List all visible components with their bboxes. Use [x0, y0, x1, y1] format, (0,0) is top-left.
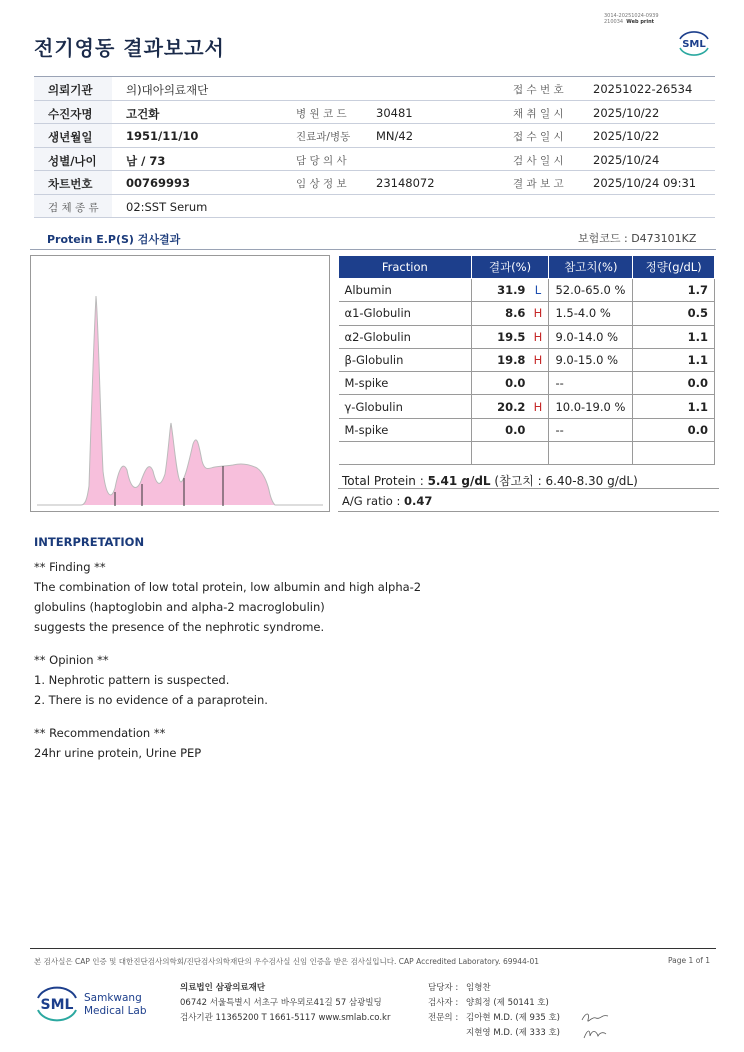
insurance-code: 보험코드 : D473101KZ — [578, 232, 697, 245]
info-value-v1: 00769993 — [126, 176, 191, 190]
total-protein-label: Total Protein : — [342, 474, 428, 488]
paragraph-gap — [34, 710, 454, 723]
info-value-v1: 1951/11/10 — [126, 129, 199, 143]
result-row — [339, 395, 715, 418]
info-value-v2: 30481 — [376, 105, 413, 120]
interpretation-line: ** Finding ** — [34, 560, 106, 574]
results-table — [338, 255, 715, 465]
staff-role: 담당자 : — [428, 983, 459, 993]
sml-logo — [676, 28, 712, 58]
info-label-l2: 담 당 의 사 — [296, 154, 347, 167]
page-number: Page 1 of 1 — [668, 956, 711, 965]
staff-name: 김아현 M.D. (제 935 호) — [466, 1013, 561, 1023]
info-row — [34, 195, 715, 219]
fraction-name: Albumin — [339, 279, 472, 302]
info-value-v3: 2025/10/22 — [593, 129, 660, 143]
info-label-l3: 접 수 일 시 — [513, 131, 564, 143]
info-row — [34, 77, 715, 101]
info-value-v3: 20251022-26534 — [593, 82, 693, 96]
result-row — [339, 279, 715, 302]
fraction-name — [339, 442, 472, 465]
result-value: 31.9 — [497, 283, 526, 298]
quantity-value: 0.0 — [633, 418, 715, 441]
reference-range: -- — [549, 418, 633, 441]
sml-logo-text: SML — [682, 39, 706, 50]
result-value: 0.0 — [505, 376, 526, 391]
result-flag: H — [533, 353, 543, 368]
col-fraction: Fraction — [339, 256, 472, 279]
fraction-name: M-spike — [339, 372, 472, 395]
info-value-v3: 2025/10/24 — [593, 152, 660, 167]
result-cell — [471, 442, 549, 465]
result-value: 20.2 — [497, 399, 526, 414]
info-row — [34, 124, 715, 148]
info-value-v1: 02:SST Serum — [126, 199, 208, 214]
interpretation-line: globulins (haptoglobin and alpha-2 macroglobulin) — [34, 600, 325, 614]
result-value: 8.6 — [505, 306, 526, 321]
col-result: 결과(%) — [471, 256, 549, 279]
result-row — [339, 442, 715, 465]
org-name: 의료법인 삼광의료재단 — [180, 983, 266, 993]
interpretation-line: The combination of low total protein, low albumin and high alpha-2 — [34, 580, 422, 594]
report-code — [604, 13, 684, 25]
result-row — [339, 348, 715, 371]
info-value-v2: MN/42 — [376, 129, 414, 143]
quantity-value: 1.1 — [633, 395, 715, 418]
reference-range — [549, 442, 633, 465]
info-value-v1: 의)대아의료재단 — [126, 83, 209, 97]
info-value-v3: 2025/10/24 09:31 — [593, 176, 697, 190]
result-row — [339, 302, 715, 325]
info-label-l1: 차트번호 — [48, 177, 93, 191]
result-cell — [471, 279, 549, 302]
reference-range: 9.0-14.0 % — [549, 325, 633, 348]
electrophoresis-curve — [37, 296, 323, 505]
quantity-value — [633, 442, 715, 465]
result-flag: L — [534, 283, 542, 298]
fraction-name: α1-Globulin — [339, 302, 472, 325]
fraction-name: M-spike — [339, 418, 472, 441]
staff-row — [428, 1026, 560, 1041]
report-code-line2: 210034 — [604, 19, 624, 25]
result-flag: H — [533, 329, 543, 344]
doctor-signatures — [578, 1008, 618, 1042]
samkwang-logo — [36, 983, 156, 1023]
quantity-value: 1.1 — [633, 325, 715, 348]
info-row — [34, 101, 715, 125]
staff-row — [428, 996, 560, 1011]
fraction-name: γ-Globulin — [339, 395, 472, 418]
electrophoresis-chart — [30, 255, 330, 512]
info-row — [34, 171, 715, 195]
info-label-l1: 생년월일 — [48, 130, 93, 144]
interpretation-line: suggests the presence of the nephrotic syndrome. — [34, 620, 325, 634]
accreditation-note: 본 검사실은 CAP 인증 및 대한진단검사의학회/진단검사의학재단의 우수검사실 신임 인증을 받은 검사실입니다. CAP Accredited Laboratory. 69944-01 — [34, 957, 540, 966]
info-value-v3: 2025/10/22 — [593, 105, 660, 120]
web-print-label: Web print — [626, 19, 655, 25]
reference-range: 1.5-4.0 % — [549, 302, 633, 325]
result-cell — [471, 302, 549, 325]
quantity-value: 1.7 — [633, 279, 715, 302]
interpretation-title: INTERPRETATION — [34, 535, 145, 549]
result-flag: H — [533, 399, 543, 414]
footer-divider — [30, 948, 716, 949]
result-row — [339, 418, 715, 441]
result-value: 19.5 — [497, 329, 526, 344]
org-contact: 검사기관 11365200 T 1661-5117 www.smlab.co.kr — [180, 1013, 391, 1023]
info-value-v2: 23148072 — [376, 176, 435, 190]
staff-row — [428, 1011, 560, 1026]
staff-row — [428, 981, 560, 996]
staff-role: 검사자 : — [428, 998, 459, 1008]
fraction-name: β-Globulin — [339, 348, 472, 371]
info-label-l3: 검 사 일 시 — [513, 154, 564, 167]
result-row — [339, 325, 715, 348]
reference-range: -- — [549, 372, 633, 395]
organization-info — [180, 981, 390, 1026]
document-title: 전기영동 결과보고서 — [34, 36, 225, 60]
result-cell — [471, 395, 549, 418]
info-label-l2: 병 원 코 드 — [296, 107, 347, 120]
report-code-line1: 3014-20251024-0939 — [604, 13, 659, 19]
samkwang-logo-mark: SML — [40, 997, 74, 1013]
interpretation-line: 1. Nephrotic pattern is suspected. — [34, 673, 230, 687]
result-value: 0.0 — [505, 422, 526, 437]
total-protein — [338, 472, 719, 489]
quantity-value: 1.1 — [633, 348, 715, 371]
interpretation-line: 2. There is no evidence of a paraprotein. — [34, 693, 268, 707]
quantity-value: 0.0 — [633, 372, 715, 395]
interpretation-line: 24hr urine protein, Urine PEP — [34, 746, 202, 760]
col-reference: 참고치(%) — [549, 256, 633, 279]
info-label-l1: 수진자명 — [48, 106, 93, 121]
info-label-l2: 임 상 정 보 — [296, 178, 347, 190]
col-quantity: 정량(g/dL) — [633, 256, 715, 279]
reference-range: 9.0-15.0 % — [549, 348, 633, 371]
ag-ratio — [338, 494, 719, 512]
samkwang-logo-name1: Samkwang — [84, 992, 142, 1004]
reference-range: 52.0-65.0 % — [549, 279, 633, 302]
info-label-l3: 결 과 보 고 — [513, 178, 564, 190]
info-row — [34, 148, 715, 172]
info-value-v1: 고건화 — [126, 106, 160, 121]
section-divider — [30, 249, 716, 250]
interpretation-line: ** Recommendation ** — [34, 726, 166, 740]
org-address: 06742 서울특별시 서초구 바우뫼로41길 57 삼광빌딩 — [180, 998, 382, 1008]
quantity-value: 0.5 — [633, 302, 715, 325]
info-label-l3: 채 취 일 시 — [513, 107, 564, 120]
result-row — [339, 372, 715, 395]
interpretation-text — [34, 557, 454, 763]
section-title: Protein E.P(S) 검사결과 — [47, 233, 181, 246]
result-cell — [471, 418, 549, 441]
info-label-l1: 성별/나이 — [48, 153, 97, 168]
info-label-l1: 검 체 종 류 — [48, 201, 99, 214]
staff-name: 지현영 M.D. (제 333 호) — [466, 1028, 561, 1038]
interpretation-line: ** Opinion ** — [34, 653, 109, 667]
staff-info — [428, 981, 560, 1041]
electrophoresis-curve-svg — [31, 256, 329, 511]
total-protein-ref: (참고치 : 6.40-8.30 g/dL) — [490, 474, 638, 488]
info-label-l2: 진료과/병동 — [296, 131, 351, 143]
info-label-l1: 의뢰기관 — [48, 83, 93, 97]
ag-ratio-label: A/G ratio : — [342, 494, 405, 508]
samkwang-logo-name2: Medical Lab — [84, 1005, 147, 1017]
fraction-name: α2-Globulin — [339, 325, 472, 348]
total-protein-value: 5.41 g/dL — [427, 474, 491, 488]
ag-ratio-value: 0.47 — [404, 494, 433, 508]
staff-name: 임형찬 — [466, 983, 491, 993]
result-flag: H — [533, 306, 543, 321]
info-label-l3: 접 수 번 호 — [513, 84, 564, 96]
result-cell — [471, 348, 549, 371]
results-header-row — [339, 256, 715, 279]
reference-range: 10.0-19.0 % — [549, 395, 633, 418]
paragraph-gap — [34, 637, 454, 650]
patient-info-table — [34, 76, 715, 218]
result-cell — [471, 325, 549, 348]
result-cell — [471, 372, 549, 395]
result-value: 19.8 — [497, 353, 526, 368]
staff-role: 전문의 : — [428, 1013, 459, 1023]
info-value-v1: 남 / 73 — [126, 153, 166, 168]
staff-name: 양희정 (제 50141 호) — [466, 998, 549, 1008]
